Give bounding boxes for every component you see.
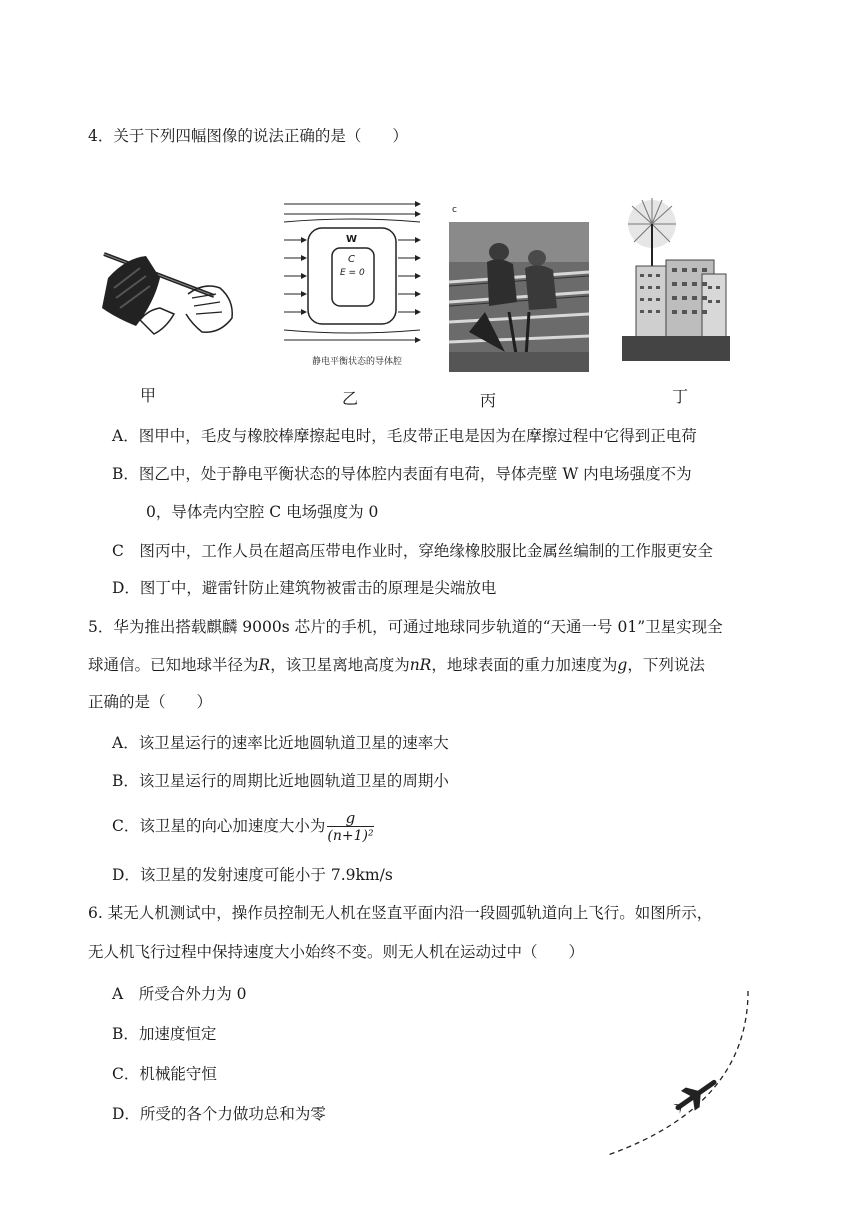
figure-yi-caption: 静电平衡状态的导体腔 xyxy=(312,357,403,367)
var-nr: nR xyxy=(409,656,432,674)
q6-option-d: D．所受的各个力做功总和为零 xyxy=(112,1105,326,1123)
var-r: R xyxy=(258,656,271,674)
figure-drone-arc xyxy=(600,985,760,1165)
figure-jia-fur-rod xyxy=(96,248,241,343)
q4-stem: 4．关于下列四幅图像的说法正确的是（ ） xyxy=(88,127,408,145)
q5-option-c-fraction xyxy=(327,810,373,845)
q4-option-c: C 图丙中，工作人员在超高压带电作业时，穿绝缘橡胶服比金属丝编制的工作服更安全 xyxy=(112,542,713,560)
q5-stem-line1: 5．华为推出搭载麒麟 9000s 芯片的手机，可通过地球同步轨道的“天通一号 01”卫星实现全 xyxy=(88,618,723,636)
figure-caption-jia: 甲 xyxy=(140,386,157,405)
q6-option-a: A 所受合外力为 0 xyxy=(112,985,247,1003)
figure-yi-conductor-cavity xyxy=(282,196,422,366)
figure-yi-field-label: E = 0 xyxy=(340,268,365,278)
fraction-numerator: g xyxy=(327,810,373,827)
q6-option-c: C．机械能守恒 xyxy=(112,1065,217,1083)
q5-stem-part-b: ，该卫星离地高度为 xyxy=(270,656,410,674)
figure-bing-mark: c xyxy=(452,205,457,215)
q5-option-c-text: C．该卫星的向心加速度大小为 xyxy=(112,817,326,835)
q5-stem-line3: 正确的是（ ） xyxy=(88,693,213,711)
q5-stem-part-c: ，地球表面的重力加速度为 xyxy=(431,656,618,674)
q4-option-b-line1: B．图乙中，处于静电平衡状态的导体腔内表面有电荷，导体壳壁 W 内电场强度不为 xyxy=(112,465,692,483)
figure-caption-yi: 乙 xyxy=(342,389,359,408)
q5-option-a: A．该卫星运行的速率比近地圆轨道卫星的速率大 xyxy=(112,734,449,752)
figure-ding-lightning-rod-building xyxy=(622,196,730,361)
q5-option-d: D．该卫星的发射速度可能小于 7.9km/s xyxy=(112,866,393,884)
q4-option-d: D．图丁中，避雷针防止建筑物被雷击的原理是尖端放电 xyxy=(112,579,497,597)
figure-bing-workers-photo xyxy=(449,222,589,372)
figure-caption-ding: 丁 xyxy=(672,387,689,406)
q5-stem-line2 xyxy=(88,655,705,675)
q6-stem-line2: 无人机飞行过程中保持速度大小始终不变。则无人机在运动过中（ ） xyxy=(88,943,585,961)
fraction-denominator: (n+1)² xyxy=(327,827,374,844)
q6-stem-line1: 6. 某无人机测试中，操作员控制无人机在竖直平面内沿一段圆弧轨道向上飞行。如图所示， xyxy=(88,904,713,922)
q5-option-b: B．该卫星运行的周期比近地圆轨道卫星的周期小 xyxy=(112,772,449,790)
var-g: g xyxy=(617,656,628,674)
figure-yi-shell-label: W xyxy=(346,234,358,245)
figure-caption-bing: 丙 xyxy=(480,391,497,410)
q5-option-c xyxy=(112,806,374,846)
q4-option-a: A．图甲中，毛皮与橡胶棒摩擦起电时，毛皮带正电是因为在摩擦过程中它得到正电荷 xyxy=(112,427,697,445)
q5-stem-part-a: 球通信。已知地球半径为 xyxy=(88,656,259,674)
q5-stem-part-d: ，下列说法 xyxy=(627,656,705,674)
q4-option-b-line2: 0，导体壳内空腔 C 电场强度为 0 xyxy=(146,503,379,521)
figure-yi-cavity-label: C xyxy=(348,254,355,265)
q6-option-b: B．加速度恒定 xyxy=(112,1025,217,1043)
